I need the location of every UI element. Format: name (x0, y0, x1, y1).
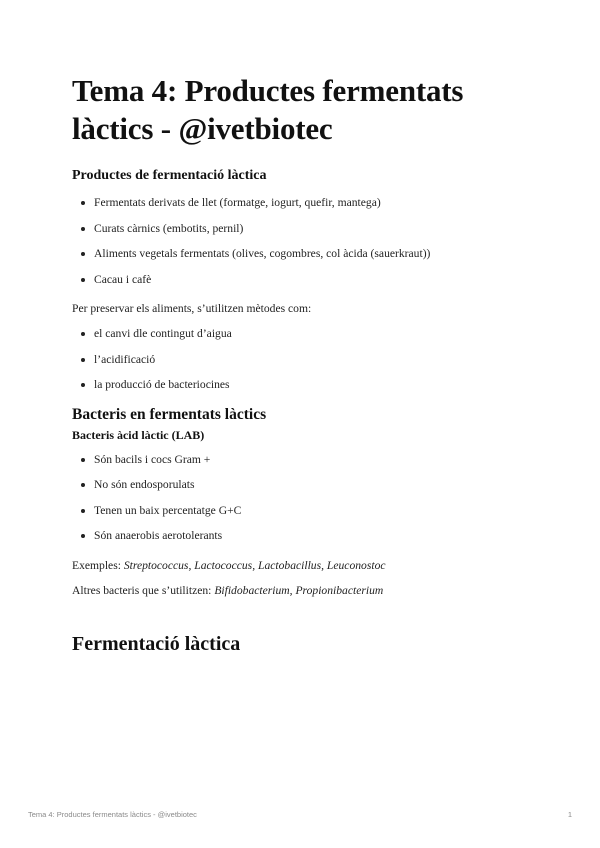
preservation-intro: Per preservar els aliments, s’utilitzen mètodes com: (72, 302, 312, 315)
examples-paragraph: Exemples: Streptococcus, Lactococcus, Lactobacillus, Leuconostoc (72, 558, 386, 572)
lab-traits-list (72, 447, 542, 549)
document-page (72, 72, 542, 656)
list-item: la producció de bacteriocines (72, 372, 542, 398)
products-list (72, 190, 542, 292)
page-footer (28, 810, 572, 819)
bullet-icon (81, 358, 85, 362)
methods-list (72, 321, 542, 398)
bullet-icon (81, 201, 85, 205)
page-number: 1 (567, 810, 572, 819)
bullet-icon (81, 458, 85, 462)
section-heading-bacteria: Bacteris en fermentats làctics (72, 405, 267, 423)
list-item: Són anaerobis aerotolerants (72, 523, 542, 549)
list-item: Curats càrnics (embotits, pernil) (72, 216, 542, 242)
list-item: Són bacils i cocs Gram + (72, 447, 542, 473)
bullet-icon (81, 509, 85, 513)
other-bacteria-paragraph: Altres bacteris que s’utilitzen: Bifidobacterium, Propionibacterium (72, 583, 384, 597)
bullet-icon (81, 252, 85, 256)
bullet-icon (81, 383, 85, 387)
list-item: l’acidificació (72, 347, 542, 373)
title-line-2: làctics - @ivetbiotec (72, 111, 333, 146)
list-item: Aliments vegetals fermentats (olives, cogombres, col àcida (sauerkraut)) (72, 241, 542, 267)
examples-genera: Streptococcus, Lactococcus, Lactobacillus, Leuconostoc (123, 558, 386, 572)
list-item: Tenen un baix percentatge G+C (72, 498, 542, 524)
bullet-icon (81, 278, 85, 282)
section-heading-products: Productes de fermentació làctica (72, 168, 267, 183)
list-item: Cacau i cafè (72, 267, 542, 293)
list-item: No són endosporulats (72, 472, 542, 498)
bullet-icon (81, 483, 85, 487)
section-heading-fermentation: Fermentació làctica (72, 632, 241, 655)
bullet-icon (81, 332, 85, 336)
subheading-lab: Bacteris àcid làctic (LAB) (72, 427, 205, 442)
list-item: Fermentats derivats de llet (formatge, iogurt, quefir, mantega) (72, 190, 542, 216)
list-item: el canvi dle contingut d’aigua (72, 321, 542, 347)
bullet-icon (81, 227, 85, 231)
page-title (72, 72, 542, 148)
footer-title: Tema 4: Productes fermentats làctics - @ivetbiotec (28, 810, 197, 819)
title-line-1: Tema 4: Productes fermentats (72, 73, 464, 108)
other-genera: Bifidobacterium, Propionibacterium (214, 583, 384, 597)
bullet-icon (81, 534, 85, 538)
